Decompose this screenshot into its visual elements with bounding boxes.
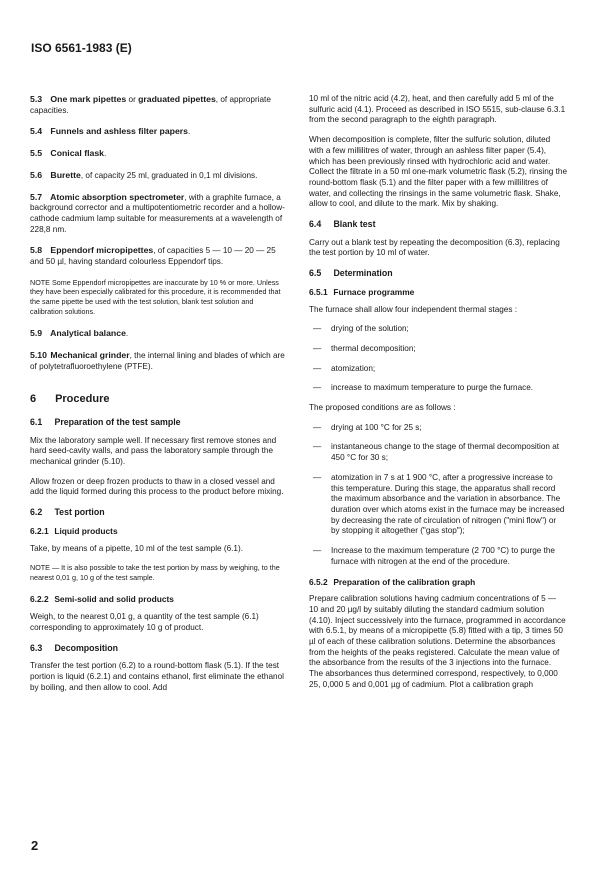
paragraph-6-4: Carry out a blank test by repeating the decomposition (6.3), replacing the test portion by 10 ml of water.: [309, 237, 560, 258]
heading-6-5: 6.5 Determination: [309, 268, 393, 279]
section-5-10: 5.10 Mechanical grinder, the internal lining and blades of which are of polytetrafluoroethylene (PTFE).: [30, 349, 285, 371]
heading-6-2: 6.2 Test portion: [30, 507, 105, 518]
document-header: ISO 6561-1983 (E): [31, 41, 132, 55]
section-5-6: 5.6 Burette, of capacity 25 ml, graduated in 0,1 ml divisions.: [30, 169, 258, 180]
paragraph-6-3: Transfer the test portion (6.2) to a round-bottom flask (5.1). If the test portion is liquid (6.2.1) and contains ethanol, first eliminate the ethanol by boiling, and then allow to cool. Add: [30, 661, 284, 692]
section-5-3: 5.3 One mark pipettes or graduated pipettes, of appropriate capacities.: [30, 94, 271, 115]
paragraph-6-1-a: Mix the laboratory sample well. If necessary first remove stones and hard seed-cavity walls, and pass the laboratory sample through the mechanical grinder (5.10).: [30, 435, 277, 467]
paragraph-6-3-continued: 10 ml of the nitric acid (4.2), heat, and then carefully add 5 ml of the sulfuric acid (4.1). Proceed as described in ISO 5515, sub-clause 6.3.1 from the second paragraph to the eighth paragraph.: [309, 94, 566, 125]
section-5-9: 5.9 Analytical balance.: [30, 328, 129, 339]
heading-6-5-2: 6.5.2 Preparation of the calibration graph: [309, 576, 476, 587]
list-item: — thermal decomposition;: [313, 343, 416, 353]
paragraph-6-2-2: Weigh, to the nearest 0,01 g, a quantity of the test sample (6.1) corresponding to approximately 10 g of product.: [30, 612, 259, 632]
heading-procedure: 6 Procedure: [30, 393, 110, 406]
heading-6-1: 6.1 Preparation of the test sample: [30, 416, 181, 427]
left-column: [30, 94, 288, 702]
paragraph-6-1-b: Allow frozen or deep frozen products to thaw in a closed vessel and add the liquid formed during this process to the product before mixing.: [30, 476, 284, 497]
paragraph-conditions-intro: The proposed conditions are as follows :: [309, 403, 456, 413]
section-5-5: 5.5 Conical flask.: [30, 148, 107, 159]
paragraph-6-2-1: Take, by means of a pipette, 10 ml of the test sample (6.1).: [30, 543, 243, 553]
paragraph-filtration: When decomposition is complete, filter the sulfuric solution, diluted with a few millilitres of water, through an ashless filter paper (5.4), which has been previously rinsed with hydrochloric acid and water. Collect the filtrate in a 50 ml one-mark volumetric flask (5.2), rinsing the round-bottom flask (5.1) and the filter paper with a few millilitres of water, and collecting the rinsings in the same volumetric flask. Shake, allow to cool, and dilute to the mark. Mix by shaking.: [309, 135, 568, 209]
heading-6-5-1: 6.5.1 Furnace programme: [309, 286, 415, 297]
section-5-7: 5.7 Atomic absorption spectrometer, with a graphite furnace, a background corrector and a multipotentiometric recorder and a hollow-cathode cadmium lamp suitable for measurements at a wavelength of 228,8 nm.: [30, 191, 285, 234]
heading-6-2-1: 6.2.1 Liquid products: [30, 525, 118, 536]
heading-6-2-2: 6.2.2 Semi-solid and solid products: [30, 594, 174, 605]
list-item: — atomization;: [313, 363, 376, 373]
list-item: — Increase to the maximum temperature (2 700 °C) to purge the furnace with nitrogen at the end of the procedure.: [313, 546, 555, 566]
page-number: 2: [31, 838, 39, 853]
list-item: — drying at 100 °C for 25 s;: [313, 422, 422, 432]
heading-6-3: 6.3 Decomposition: [30, 642, 118, 653]
list-item: — instantaneous change to the stage of thermal decomposition at 450 °C for 30 s;: [313, 442, 560, 463]
list-item: — atomization in 7 s at 1 900 °C, after a progressive increase to this temperature. During this stage, the apparatus shall record the maximum absorbance and the variation in absorbance. The duration over which atoms exist in the furnace may be increased by decreasing the rate of circulation of nitrogen ("mini flow") or by stopping it altogether ("gas stop");: [313, 472, 565, 536]
section-5-8: 5.8 Eppendorf micropipettes, of capacities 5 — 10 — 20 — 25 and 50 µl, having standard colourless Eppendorf tips.: [30, 245, 276, 267]
right-column: [309, 94, 567, 700]
paragraph-6-5-2: Prepare calibration solutions having cadmium concentrations of 5 — 10 and 20 µg/l by suitably diluting the standard cadmium solution (4.10). Inject successively into the furnace, programmed in accordance with 6.5.1, by means of a micropipette (5.8) fitted with a tip, 3 times 50 µl of each of these calibration solutions. Determine the absorbances from the heights of the peaks registered. Calculate the mean value of the absorbance from the results of the 3 injections into the furnace. The absorbances thus determined correspond, respectively, to 0,000 25, 0,000 5 and 0,001 µg of cadmium. Plot a calibration graph: [309, 594, 566, 689]
note-test-portion: NOTE — It is also possible to take the test portion by mass by weighing, to the nearest 0,01 g, 10 g of the test sample.: [30, 563, 280, 582]
list-item: — drying of the solution;: [313, 324, 409, 334]
note-eppendorf: NOTE Some Eppendorf micropipettes are inaccurate by 10 % or more. Unless they have been especially calibrated for this procedure, it is recommended that the same pipette be used with the test solution, blank test solution and calibration solutions.: [30, 277, 281, 316]
paragraph-6-5-1: The furnace shall allow four independent thermal stages :: [309, 304, 517, 314]
list-item: — increase to maximum temperature to purge the furnace.: [313, 383, 534, 393]
section-5-4: 5.4 Funnels and ashless filter papers.: [30, 126, 191, 137]
heading-6-4: 6.4 Blank test: [309, 219, 376, 230]
